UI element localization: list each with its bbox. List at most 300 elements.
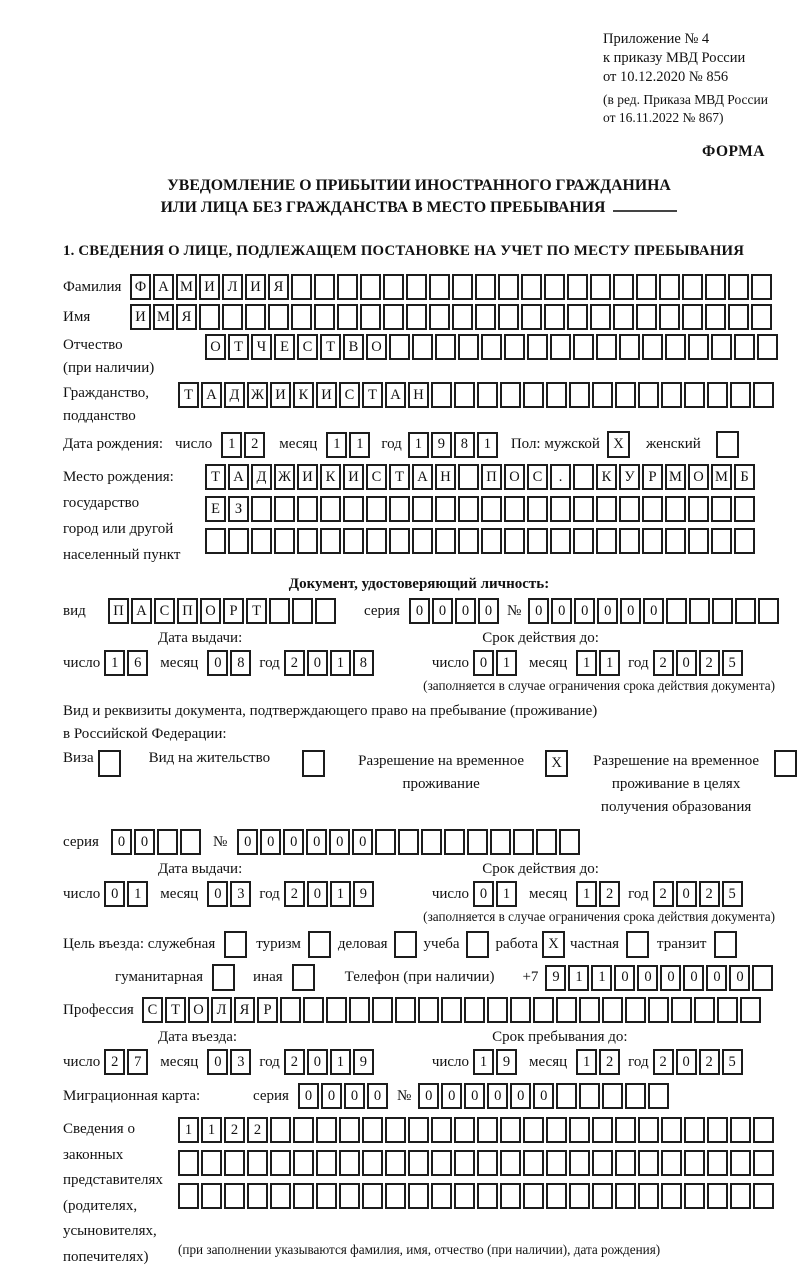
char-box[interactable] <box>573 334 594 360</box>
char-box[interactable]: Т <box>246 598 267 624</box>
char-box[interactable]: 1 <box>201 1117 222 1143</box>
char-box[interactable]: Р <box>223 598 244 624</box>
char-box[interactable]: 1 <box>576 650 597 676</box>
char-box[interactable] <box>201 1183 222 1209</box>
char-box[interactable]: 1 <box>599 650 620 676</box>
char-box[interactable] <box>412 528 433 554</box>
char-box[interactable]: Т <box>389 464 410 490</box>
char-box[interactable] <box>375 829 396 855</box>
char-box[interactable] <box>615 382 636 408</box>
char-box[interactable] <box>431 1117 452 1143</box>
char-box[interactable] <box>500 1183 521 1209</box>
char-box[interactable] <box>602 997 623 1023</box>
char-box[interactable]: 0 <box>478 598 499 624</box>
char-box[interactable]: Т <box>178 382 199 408</box>
char-box[interactable] <box>513 829 534 855</box>
char-box[interactable] <box>659 304 680 330</box>
char-box[interactable] <box>498 304 519 330</box>
char-box[interactable] <box>326 997 347 1023</box>
char-box[interactable] <box>753 1150 774 1176</box>
char-box[interactable] <box>292 964 315 991</box>
char-box[interactable] <box>642 496 663 522</box>
char-box[interactable] <box>320 528 341 554</box>
char-box[interactable] <box>205 528 226 554</box>
char-box[interactable] <box>339 1117 360 1143</box>
char-box[interactable] <box>636 304 657 330</box>
char-box[interactable] <box>728 304 749 330</box>
char-box[interactable] <box>343 528 364 554</box>
char-box[interactable] <box>297 496 318 522</box>
char-box[interactable] <box>490 829 511 855</box>
char-box[interactable] <box>293 1150 314 1176</box>
char-box[interactable]: А <box>412 464 433 490</box>
char-box[interactable] <box>435 496 456 522</box>
char-box[interactable]: 2 <box>699 650 720 676</box>
char-box[interactable]: X <box>545 750 568 777</box>
char-box[interactable] <box>550 334 571 360</box>
char-box[interactable] <box>716 431 739 458</box>
char-box[interactable] <box>712 598 733 624</box>
char-box[interactable] <box>504 528 525 554</box>
char-box[interactable] <box>383 274 404 300</box>
char-box[interactable]: 0 <box>321 1083 342 1109</box>
char-box[interactable] <box>711 334 732 360</box>
char-box[interactable] <box>292 598 313 624</box>
char-box[interactable] <box>592 382 613 408</box>
char-box[interactable]: 0 <box>283 829 304 855</box>
char-box[interactable]: 0 <box>551 598 572 624</box>
char-box[interactable] <box>682 304 703 330</box>
char-box[interactable]: 1 <box>408 432 429 458</box>
char-box[interactable]: 2 <box>284 1049 305 1075</box>
char-box[interactable]: И <box>316 382 337 408</box>
char-box[interactable] <box>636 274 657 300</box>
char-box[interactable]: О <box>188 997 209 1023</box>
char-box[interactable] <box>648 997 669 1023</box>
char-box[interactable] <box>458 334 479 360</box>
char-box[interactable] <box>444 829 465 855</box>
char-box[interactable] <box>758 598 779 624</box>
char-box[interactable] <box>251 496 272 522</box>
char-box[interactable] <box>590 304 611 330</box>
char-box[interactable]: 2 <box>599 881 620 907</box>
char-box[interactable] <box>245 304 266 330</box>
char-box[interactable] <box>454 1117 475 1143</box>
char-box[interactable]: 0 <box>597 598 618 624</box>
char-box[interactable]: 0 <box>441 1083 462 1109</box>
char-box[interactable] <box>362 1150 383 1176</box>
char-box[interactable] <box>297 528 318 554</box>
char-box[interactable]: 6 <box>127 650 148 676</box>
char-box[interactable] <box>481 334 502 360</box>
char-box[interactable] <box>521 274 542 300</box>
char-box[interactable]: 1 <box>178 1117 199 1143</box>
char-box[interactable]: 0 <box>237 829 258 855</box>
char-box[interactable]: С <box>339 382 360 408</box>
char-box[interactable]: Т <box>228 334 249 360</box>
char-box[interactable]: И <box>130 304 151 330</box>
char-box[interactable] <box>707 382 728 408</box>
char-box[interactable]: П <box>108 598 129 624</box>
char-box[interactable]: 0 <box>676 881 697 907</box>
char-box[interactable] <box>753 1117 774 1143</box>
char-box[interactable] <box>730 1117 751 1143</box>
char-box[interactable] <box>98 750 121 777</box>
char-box[interactable] <box>626 931 649 958</box>
char-box[interactable] <box>751 274 772 300</box>
char-box[interactable]: 0 <box>134 829 155 855</box>
char-box[interactable]: 2 <box>653 650 674 676</box>
char-box[interactable] <box>689 598 710 624</box>
char-box[interactable]: 1 <box>568 965 589 991</box>
char-box[interactable] <box>362 1117 383 1143</box>
char-box[interactable]: 9 <box>353 881 374 907</box>
char-box[interactable]: 0 <box>574 598 595 624</box>
char-box[interactable] <box>567 304 588 330</box>
char-box[interactable] <box>201 1150 222 1176</box>
char-box[interactable]: 8 <box>454 432 475 458</box>
char-box[interactable] <box>592 1150 613 1176</box>
char-box[interactable] <box>523 1183 544 1209</box>
char-box[interactable]: 1 <box>330 1049 351 1075</box>
char-box[interactable] <box>316 1150 337 1176</box>
char-box[interactable]: О <box>200 598 221 624</box>
char-box[interactable] <box>315 598 336 624</box>
char-box[interactable] <box>753 382 774 408</box>
char-box[interactable]: А <box>131 598 152 624</box>
char-box[interactable]: 0 <box>729 965 750 991</box>
char-box[interactable] <box>774 750 797 777</box>
char-box[interactable] <box>269 598 290 624</box>
char-box[interactable]: 0 <box>473 650 494 676</box>
char-box[interactable]: О <box>205 334 226 360</box>
char-box[interactable]: 0 <box>329 829 350 855</box>
char-box[interactable]: 0 <box>207 650 228 676</box>
char-box[interactable]: Ж <box>274 464 295 490</box>
char-box[interactable]: 1 <box>127 881 148 907</box>
char-box[interactable] <box>504 334 525 360</box>
char-box[interactable] <box>730 382 751 408</box>
char-box[interactable] <box>389 334 410 360</box>
char-box[interactable]: 2 <box>284 650 305 676</box>
char-box[interactable] <box>684 382 705 408</box>
char-box[interactable]: 0 <box>352 829 373 855</box>
char-box[interactable]: 1 <box>496 881 517 907</box>
char-box[interactable] <box>302 750 325 777</box>
char-box[interactable]: 0 <box>528 598 549 624</box>
char-box[interactable] <box>458 496 479 522</box>
char-box[interactable] <box>707 1150 728 1176</box>
char-box[interactable]: 2 <box>284 881 305 907</box>
char-box[interactable] <box>270 1183 291 1209</box>
char-box[interactable] <box>573 464 594 490</box>
char-box[interactable] <box>734 528 755 554</box>
char-box[interactable] <box>362 1183 383 1209</box>
char-box[interactable]: С <box>297 334 318 360</box>
char-box[interactable]: 2 <box>247 1117 268 1143</box>
char-box[interactable]: 1 <box>349 432 370 458</box>
char-box[interactable]: 0 <box>111 829 132 855</box>
char-box[interactable] <box>487 997 508 1023</box>
char-box[interactable] <box>320 496 341 522</box>
char-box[interactable]: С <box>366 464 387 490</box>
char-box[interactable] <box>291 274 312 300</box>
char-box[interactable] <box>602 1083 623 1109</box>
char-box[interactable]: 2 <box>244 432 265 458</box>
char-box[interactable] <box>661 1183 682 1209</box>
char-box[interactable]: 9 <box>545 965 566 991</box>
char-box[interactable] <box>280 997 301 1023</box>
char-box[interactable]: 0 <box>643 598 664 624</box>
char-box[interactable] <box>394 931 417 958</box>
char-box[interactable] <box>435 528 456 554</box>
char-box[interactable] <box>661 1150 682 1176</box>
char-box[interactable] <box>270 1150 291 1176</box>
char-box[interactable] <box>707 1183 728 1209</box>
char-box[interactable] <box>178 1183 199 1209</box>
char-box[interactable]: X <box>542 931 565 958</box>
char-box[interactable] <box>466 931 489 958</box>
char-box[interactable] <box>556 997 577 1023</box>
char-box[interactable]: 0 <box>676 1049 697 1075</box>
char-box[interactable] <box>477 1150 498 1176</box>
char-box[interactable]: О <box>688 464 709 490</box>
char-box[interactable]: Т <box>165 997 186 1023</box>
char-box[interactable]: А <box>201 382 222 408</box>
char-box[interactable] <box>385 1150 406 1176</box>
char-box[interactable] <box>711 528 732 554</box>
char-box[interactable] <box>395 997 416 1023</box>
char-box[interactable]: 0 <box>104 881 125 907</box>
char-box[interactable] <box>274 496 295 522</box>
char-box[interactable]: Д <box>251 464 272 490</box>
char-box[interactable]: 8 <box>353 650 374 676</box>
char-box[interactable]: 0 <box>473 881 494 907</box>
char-box[interactable] <box>730 1150 751 1176</box>
char-box[interactable] <box>339 1183 360 1209</box>
char-box[interactable] <box>464 997 485 1023</box>
char-box[interactable] <box>429 274 450 300</box>
char-box[interactable] <box>661 1117 682 1143</box>
char-box[interactable] <box>665 334 686 360</box>
char-box[interactable] <box>684 1183 705 1209</box>
char-box[interactable] <box>619 528 640 554</box>
char-box[interactable] <box>510 997 531 1023</box>
char-box[interactable] <box>454 1150 475 1176</box>
char-box[interactable] <box>303 997 324 1023</box>
char-box[interactable]: 3 <box>230 1049 251 1075</box>
char-box[interactable] <box>222 304 243 330</box>
char-box[interactable] <box>638 1117 659 1143</box>
char-box[interactable]: 0 <box>344 1083 365 1109</box>
char-box[interactable] <box>688 528 709 554</box>
char-box[interactable] <box>642 334 663 360</box>
char-box[interactable] <box>734 496 755 522</box>
char-box[interactable]: 2 <box>699 881 720 907</box>
char-box[interactable] <box>523 1117 544 1143</box>
char-box[interactable] <box>308 931 331 958</box>
char-box[interactable]: С <box>154 598 175 624</box>
char-box[interactable]: 0 <box>706 965 727 991</box>
char-box[interactable] <box>500 1117 521 1143</box>
char-box[interactable] <box>406 304 427 330</box>
char-box[interactable]: И <box>343 464 364 490</box>
char-box[interactable]: 9 <box>496 1049 517 1075</box>
char-box[interactable]: М <box>711 464 732 490</box>
char-box[interactable] <box>648 1083 669 1109</box>
char-box[interactable]: 1 <box>576 1049 597 1075</box>
char-box[interactable] <box>573 528 594 554</box>
char-box[interactable] <box>452 274 473 300</box>
char-box[interactable] <box>550 528 571 554</box>
char-box[interactable] <box>665 496 686 522</box>
char-box[interactable] <box>550 496 571 522</box>
char-box[interactable] <box>521 304 542 330</box>
char-box[interactable] <box>224 1183 245 1209</box>
char-box[interactable] <box>615 1117 636 1143</box>
char-box[interactable]: 1 <box>477 432 498 458</box>
char-box[interactable]: 2 <box>599 1049 620 1075</box>
char-box[interactable]: Т <box>205 464 226 490</box>
char-box[interactable]: В <box>343 334 364 360</box>
char-box[interactable] <box>596 496 617 522</box>
char-box[interactable] <box>343 496 364 522</box>
char-box[interactable] <box>431 382 452 408</box>
char-box[interactable] <box>569 1117 590 1143</box>
char-box[interactable] <box>406 274 427 300</box>
char-box[interactable] <box>559 829 580 855</box>
char-box[interactable] <box>579 1083 600 1109</box>
char-box[interactable] <box>590 274 611 300</box>
char-box[interactable]: М <box>665 464 686 490</box>
char-box[interactable]: 2 <box>104 1049 125 1075</box>
char-box[interactable] <box>389 528 410 554</box>
char-box[interactable]: С <box>142 997 163 1023</box>
char-box[interactable]: 7 <box>127 1049 148 1075</box>
char-box[interactable]: 2 <box>653 881 674 907</box>
char-box[interactable] <box>270 1117 291 1143</box>
char-box[interactable] <box>527 334 548 360</box>
char-box[interactable] <box>435 334 456 360</box>
char-box[interactable] <box>752 965 773 991</box>
char-box[interactable] <box>475 274 496 300</box>
char-box[interactable] <box>389 496 410 522</box>
char-box[interactable] <box>569 1183 590 1209</box>
char-box[interactable]: 0 <box>207 1049 228 1075</box>
char-box[interactable] <box>567 274 588 300</box>
char-box[interactable] <box>573 496 594 522</box>
char-box[interactable] <box>339 1150 360 1176</box>
char-box[interactable] <box>625 997 646 1023</box>
char-box[interactable]: М <box>153 304 174 330</box>
char-box[interactable]: П <box>177 598 198 624</box>
char-box[interactable]: 0 <box>307 1049 328 1075</box>
char-box[interactable] <box>481 496 502 522</box>
char-box[interactable] <box>536 829 557 855</box>
char-box[interactable]: У <box>619 464 640 490</box>
char-box[interactable] <box>666 598 687 624</box>
char-box[interactable] <box>360 304 381 330</box>
char-box[interactable] <box>293 1117 314 1143</box>
char-box[interactable] <box>247 1183 268 1209</box>
char-box[interactable] <box>228 528 249 554</box>
char-box[interactable] <box>316 1183 337 1209</box>
char-box[interactable] <box>337 274 358 300</box>
char-box[interactable]: . <box>550 464 571 490</box>
char-box[interactable]: З <box>228 496 249 522</box>
char-box[interactable] <box>638 1183 659 1209</box>
char-box[interactable] <box>398 829 419 855</box>
char-box[interactable] <box>592 1183 613 1209</box>
char-box[interactable] <box>682 274 703 300</box>
char-box[interactable] <box>684 1150 705 1176</box>
char-box[interactable] <box>314 274 335 300</box>
char-box[interactable]: М <box>176 274 197 300</box>
char-box[interactable]: И <box>245 274 266 300</box>
char-box[interactable]: 0 <box>487 1083 508 1109</box>
char-box[interactable] <box>546 1183 567 1209</box>
char-box[interactable] <box>408 1117 429 1143</box>
char-box[interactable]: 0 <box>683 965 704 991</box>
char-box[interactable] <box>385 1183 406 1209</box>
char-box[interactable]: К <box>320 464 341 490</box>
char-box[interactable]: Ж <box>247 382 268 408</box>
char-box[interactable] <box>613 304 634 330</box>
char-box[interactable] <box>431 1150 452 1176</box>
char-box[interactable] <box>314 304 335 330</box>
char-box[interactable] <box>527 528 548 554</box>
char-box[interactable] <box>467 829 488 855</box>
char-box[interactable] <box>717 997 738 1023</box>
char-box[interactable] <box>615 1150 636 1176</box>
char-box[interactable] <box>291 304 312 330</box>
char-box[interactable] <box>477 1183 498 1209</box>
char-box[interactable]: 0 <box>418 1083 439 1109</box>
char-box[interactable]: А <box>228 464 249 490</box>
char-box[interactable]: Н <box>408 382 429 408</box>
char-box[interactable]: 3 <box>230 881 251 907</box>
char-box[interactable] <box>475 304 496 330</box>
char-box[interactable]: Т <box>362 382 383 408</box>
char-box[interactable]: Д <box>224 382 245 408</box>
char-box[interactable] <box>247 1150 268 1176</box>
char-box[interactable] <box>224 931 247 958</box>
char-box[interactable]: 1 <box>496 650 517 676</box>
char-box[interactable]: С <box>527 464 548 490</box>
char-box[interactable]: 2 <box>224 1117 245 1143</box>
char-box[interactable] <box>596 334 617 360</box>
char-box[interactable] <box>293 1183 314 1209</box>
char-box[interactable] <box>385 1117 406 1143</box>
char-box[interactable]: Л <box>211 997 232 1023</box>
char-box[interactable] <box>730 1183 751 1209</box>
char-box[interactable] <box>661 382 682 408</box>
char-box[interactable] <box>274 528 295 554</box>
char-box[interactable]: 0 <box>660 965 681 991</box>
char-box[interactable] <box>728 274 749 300</box>
char-box[interactable]: А <box>385 382 406 408</box>
char-box[interactable] <box>458 528 479 554</box>
char-box[interactable] <box>579 997 600 1023</box>
char-box[interactable]: И <box>297 464 318 490</box>
char-box[interactable] <box>546 382 567 408</box>
char-box[interactable]: 8 <box>230 650 251 676</box>
char-box[interactable]: О <box>504 464 525 490</box>
char-box[interactable]: Т <box>320 334 341 360</box>
char-box[interactable] <box>500 1150 521 1176</box>
char-box[interactable] <box>452 304 473 330</box>
char-box[interactable] <box>638 382 659 408</box>
